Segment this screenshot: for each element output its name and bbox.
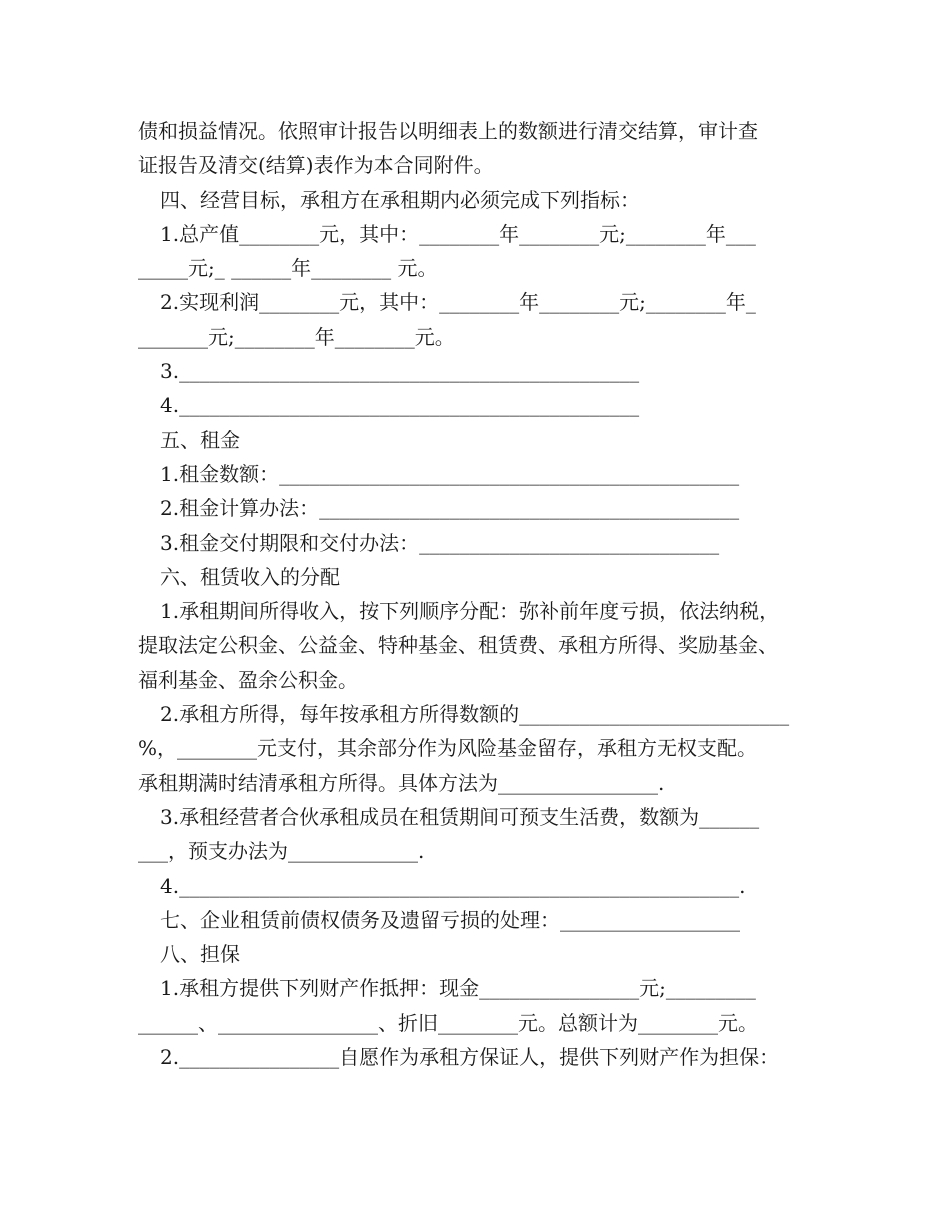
document-line: 1.租金数额：______________________________________________ xyxy=(160,461,740,486)
document-line: _______元;________年________元。 xyxy=(138,324,455,349)
document-line: 2.承租方所得，每年按承租方所得数额的___________________________ xyxy=(160,702,790,727)
document-line: 1.总产值________元，其中：________年________元;________年___ xyxy=(160,221,756,246)
document-body xyxy=(138,114,828,1074)
document-line: 1.承租方提供下列财产作抵押：现金________________元;_________ xyxy=(160,976,756,1001)
document-line: _____元;_ ______年________ 元。 xyxy=(138,256,438,281)
document-line: 债和损益情况。依照审计报告以明细表上的数额进行清交结算，审计查 xyxy=(138,119,758,143)
document-line: 2.租金计算办法：__________________________________________ xyxy=(160,496,740,521)
document-line: ______、________________、折旧________元。总额计为________元。 xyxy=(138,1010,758,1035)
document-line: 七、企业租赁前债权债务及遗留亏损的处理：__________________ xyxy=(160,907,740,932)
document-line: 3.______________________________________________ xyxy=(160,359,640,384)
document-line: 四、经营目标，承租方在承租期内必须完成下列指标： xyxy=(160,187,640,212)
document-line: 六、租赁收入的分配 xyxy=(160,564,340,589)
document-line: ___，预支办法为_____________. xyxy=(138,839,425,864)
document-line: 福利基金、盈余公积金。 xyxy=(138,667,358,692)
document-line: 八、担保 xyxy=(160,942,240,967)
document-line: 五、租金 xyxy=(160,427,240,452)
document-line: %，________元支付，其余部分作为风险基金留存，承租方无权支配。 xyxy=(138,736,758,761)
document-line: 提取法定公积金、公益金、特种基金、租赁费、承租方所得、奖励基金、 xyxy=(138,633,778,658)
document-line: 4.________________________________________________________. xyxy=(160,873,746,898)
document-line: 3.租金交付期限和交付办法：______________________________ xyxy=(160,530,720,555)
document-line: 3.承租经营者合伙承租成员在租赁期间可预支生活费，数额为______ xyxy=(160,804,760,829)
document-line: 2.________________自愿作为承租方保证人，提供下列财产作为担保： xyxy=(160,1045,780,1070)
document-line: 证报告及清交(结算)表作为本合同附件。 xyxy=(138,153,494,178)
document-line: 4.______________________________________________ xyxy=(160,393,640,418)
document-line: 2.实现利润________元，其中：________年________元;________年_ xyxy=(160,290,756,315)
document-line: 1.承租期间所得收入，按下列顺序分配：弥补前年度亏损，依法纳税， xyxy=(160,599,780,624)
document-line: 承租期满时结清承租方所得。具体方法为________________. xyxy=(138,770,665,795)
